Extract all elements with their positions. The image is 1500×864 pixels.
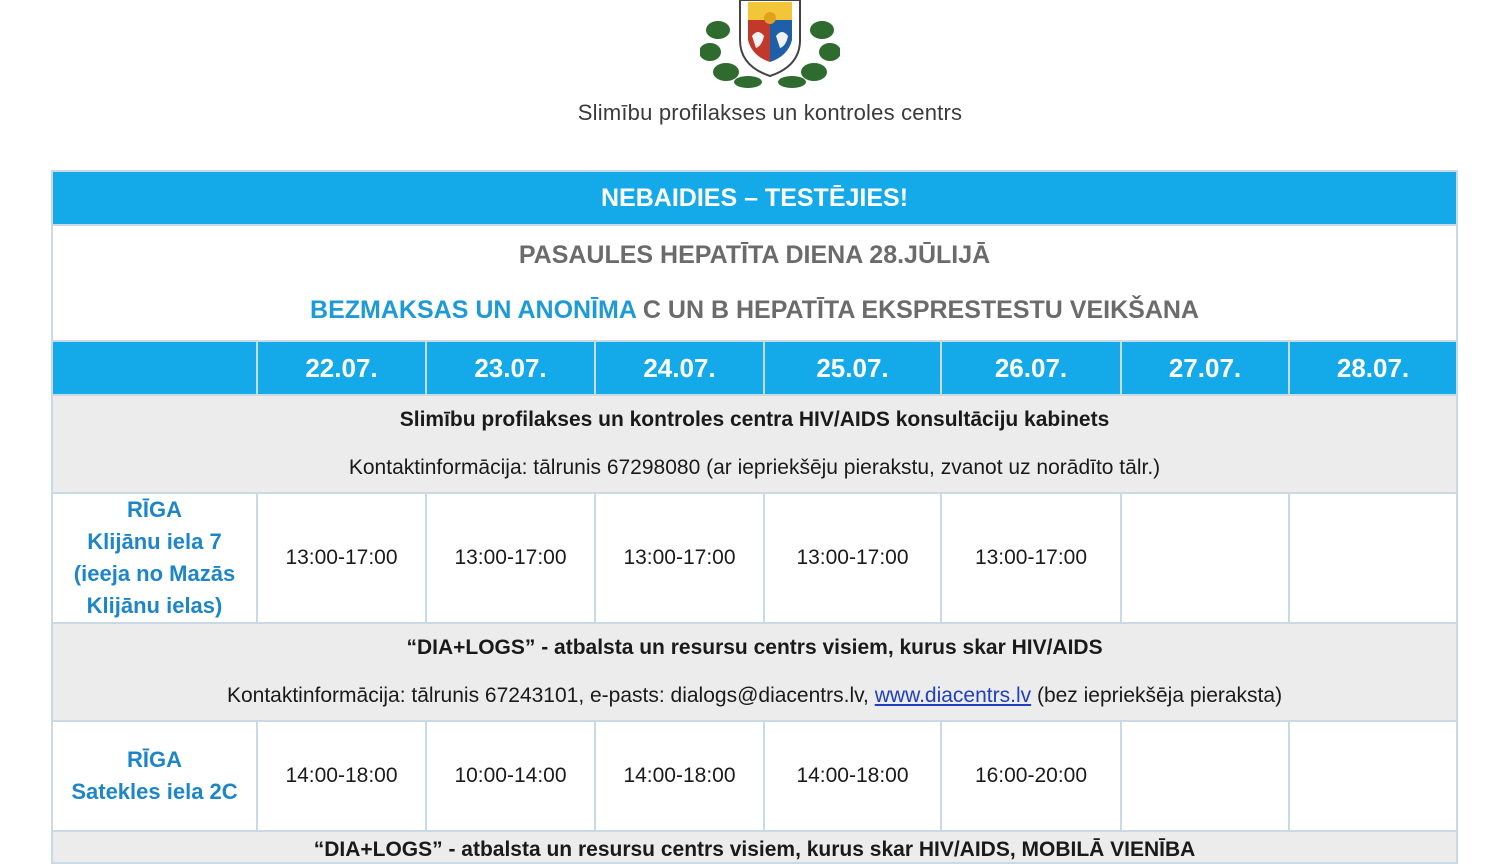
section-info-cell [52,623,1457,721]
event-title: PASAULES HEPATĪTA DIENA 28.JŪLIJĀ [518,241,991,269]
date-header: 22.07. [257,341,426,395]
time-slot: 14:00-18:00 [595,721,764,831]
location-note: (ieeja no Mazās [73,561,236,586]
hepatitis-testing-schedule-table [51,170,1458,864]
contact-text: Kontaktinformācija: tālrunis 67243101, e-pasts: dialogs@diacentrs.lv, [226,684,875,707]
event-subtitle [53,296,1456,325]
time-slot [1121,493,1289,623]
time-slot: 13:00-17:00 [426,493,595,623]
date-header: 23.07. [426,341,595,395]
section-contact [53,684,1456,708]
location-cell [52,493,257,623]
date-header: 25.07. [764,341,941,395]
time-slot: 13:00-17:00 [595,493,764,623]
time-slot [1121,721,1289,831]
time-slot: 16:00-20:00 [941,721,1121,831]
time-slot [1289,493,1457,623]
time-slot [1289,721,1457,831]
date-header: 28.07. [1289,341,1457,395]
date-header: 26.07. [941,341,1121,395]
location-city: RĪGA [127,497,182,522]
time-slot: 13:00-17:00 [764,493,941,623]
campaign-banner: NEBAIDIES – TESTĒJIES! [52,171,1457,225]
dates-header-row [52,341,1457,395]
latvia-coat-of-arms-logo [700,0,840,88]
location-street: Satekles iela 2C [71,779,238,804]
partial-section-heading: “DIA+LOGS” - atbalsta un resursu centrs visiem, kurus skar HIV/AIDS, MOBILĀ VIENĪBA [52,831,1457,863]
date-header: 27.07. [1121,341,1289,395]
section-heading: Slimību profilakses un kontroles centra HIV/AIDS konsultāciju kabinets [399,408,1110,431]
diacentrs-website-link[interactable]: www.diacentrs.lv [874,684,1032,707]
location-street: Klijānu iela 7 [87,529,222,554]
free-anonymous-highlight: BEZMAKSAS UN ANONĪMA [310,296,636,324]
testing-description: C UN B HEPATĪTA EKSPRESTESTU VEIKŠANA [635,296,1199,324]
contact-note: (bez iepriekšēja pieraksta) [1031,684,1283,707]
schedule-row [52,721,1457,831]
section-info-cell [52,395,1457,493]
section-contact [53,456,1456,480]
section-heading: “DIA+LOGS” - atbalsta un resursu centrs visiem, kurus skar HIV/AIDS [406,636,1103,659]
contact-text: Kontaktinformācija: tālrunis 67298080 (ar iepriekšēju pierakstu, zvanot uz norādīto tālr.) [348,456,1161,479]
time-slot: 10:00-14:00 [426,721,595,831]
location-city: RĪGA [127,747,182,772]
time-slot: 14:00-18:00 [764,721,941,831]
location-note: Klijānu ielas) [86,593,223,618]
organization-name: Slimību profilakses un kontroles centrs [577,100,963,125]
date-header: 24.07. [595,341,764,395]
date-header-blank [52,341,257,395]
location-cell [52,721,257,831]
time-slot: 13:00-17:00 [257,493,426,623]
time-slot: 14:00-18:00 [257,721,426,831]
schedule-row [52,493,1457,623]
titles-cell [52,225,1457,341]
time-slot: 13:00-17:00 [941,493,1121,623]
